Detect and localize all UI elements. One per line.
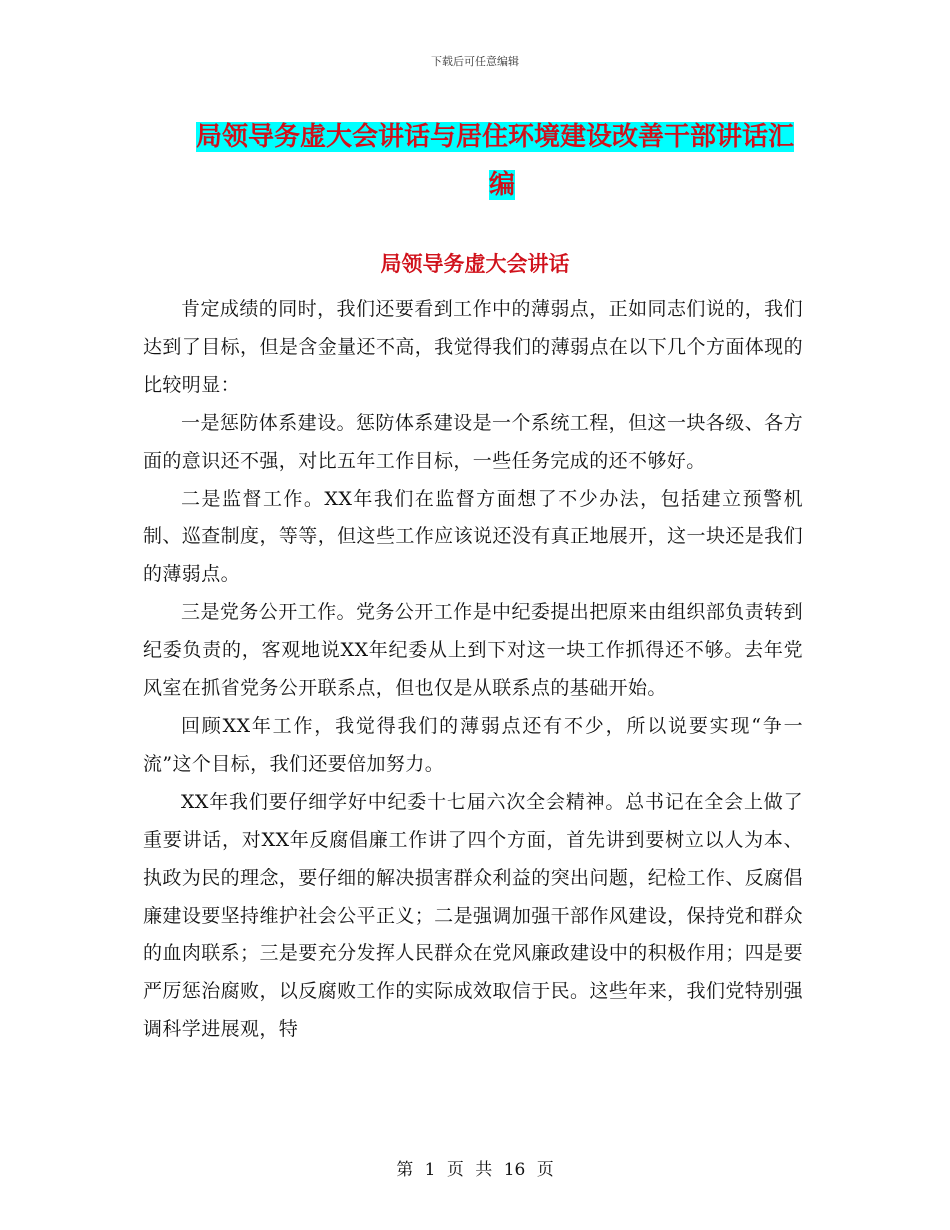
header-note: 下载后可任意编辑 [431,55,519,68]
paragraph: 二是监督工作。XX年我们在监督方面想了不少办法，包括建立预警机制、巡查制度，等等，但这些工作应该说还没有真正地展开，这一块还是我们的薄弱点。 [143,487,803,586]
page-footer: 第 1 页 共 16 页 [396,1160,554,1180]
document-title [196,113,808,209]
paragraph: 一是惩防体系建设。惩防体系建设是一个系统工程，但这一块各级、各方面的意识还不强，对比五年工作目标，一些任务完成的还不够好。 [143,411,803,472]
section-heading: 局领导务虚大会讲话 [380,252,570,276]
paragraph: 肯定成绩的同时，我们还要看到工作中的薄弱点，正如同志们说的，我们达到了目标，但是含金量还不高，我觉得我们的薄弱点在以下几个方面体现的比较明显： [143,298,803,396]
title-line-1 [196,113,808,161]
title-line-2-text: 编 [488,170,515,200]
paragraph: XX年我们要仔细学好中纪委十七届六次全会精神。总书记在全会上做了重要讲话，对XX年反腐倡廉工作讲了四个方面，首先讲到要树立以人为本、执政为民的理念，要仔细的解决损害群众利益的突出问题，纪检工作、反腐倡廉建设要坚持维护社会公平正义；二是强调加强干部作风建设，保持党和群众的血肉联系；三是要充分发挥人民群众在党风廉政建设中的积极作用；四是要严厉惩治腐败，以反腐败工作的实际成效取信于民。这些年来，我们党特别强调科学进展观，特 [143,790,803,1041]
document-body [143,291,803,1049]
paragraph: 回顾XX年工作，我觉得我们的薄弱点还有不少，所以说要实现“争一流”这个目标，我们还要倍加努力。 [143,714,803,775]
paragraph: 三是党务公开工作。党务公开工作是中纪委提出把原来由组织部负责转到纪委负责的，客观地说XX年纪委从上到下对这一块工作抓得还不够。去年党风室在抓省党务公开联系点，但也仅是从联系点的基础开始。 [143,601,803,700]
title-line-1-text: 局领导务虚大会讲话与居住环境建设改善干部讲话汇 [196,122,795,152]
title-line-2 [196,161,808,209]
